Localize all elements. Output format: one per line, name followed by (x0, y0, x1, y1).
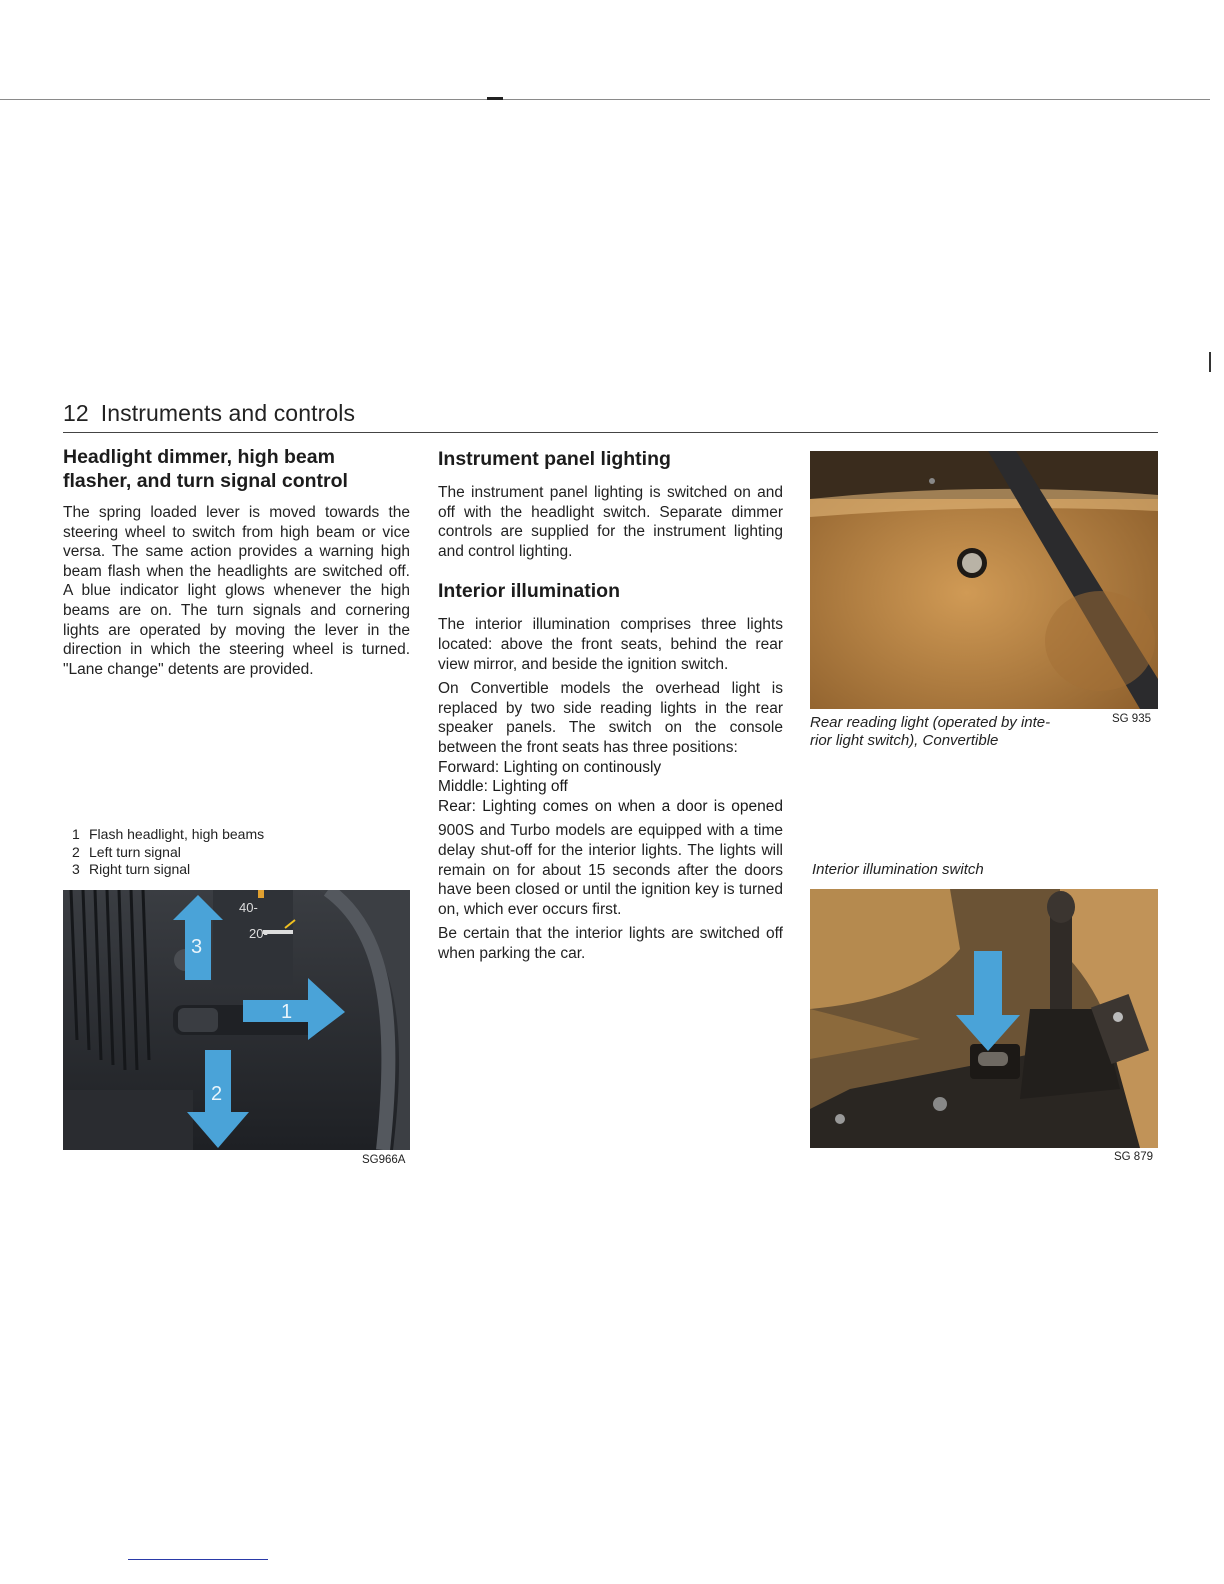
interior-switch-photo (810, 889, 1158, 1148)
legend-item: 3 Right turn signal (72, 861, 191, 877)
column-lighting (438, 445, 783, 963)
figure-ref: SG 935 (1112, 713, 1151, 725)
switch-positions (438, 758, 783, 817)
heading-line-2: flasher, and turn signal control (63, 470, 348, 492)
position-item: Forward: Lighting on continously (438, 758, 662, 776)
gauge-label: 20- (249, 926, 268, 941)
instrument-panel-heading: Instrument panel lighting (438, 448, 671, 470)
legend-item: 1 Flash headlight, high beams (72, 826, 265, 842)
header-rule (63, 432, 1158, 433)
scan-bottom-line (128, 1559, 268, 1560)
heading-line-1: Headlight dimmer, high beam (63, 446, 335, 468)
rear-reading-light-illustration (810, 451, 1158, 709)
interior-switch-illustration (810, 889, 1158, 1148)
rear-reading-light-photo (810, 451, 1158, 709)
interior-illumination-heading: Interior illumination (438, 580, 621, 603)
headlight-heading (63, 445, 410, 493)
parking-paragraph: Be certain that the interior lights are switched off when parking the car. (438, 925, 783, 962)
figure-ref: SG 879 (1114, 1151, 1153, 1163)
svg-text:1: 1 (281, 1001, 293, 1023)
figure-ref: SG966A (362, 1154, 406, 1166)
page-header (63, 400, 355, 427)
svg-text:3: 3 (191, 936, 203, 958)
interior-switch-caption: Interior illumination switch (812, 861, 984, 878)
instrument-panel-paragraph: The instrument panel lighting is switched on and off with the headlight switch. Separate dimmer controls are supplied for the instrument lighting and control lighting. (438, 484, 783, 560)
turn-signal-lever-photo (63, 890, 410, 1150)
rear-light-caption: Rear reading light (operated by inte- rior light switch), Convertible (810, 714, 1051, 749)
scan-mark (487, 97, 503, 100)
turn-signal-lever-illustration (63, 890, 410, 1150)
position-item: Rear: Lighting comes on when a door is opened (438, 797, 783, 815)
interior-paragraph: The interior illumination comprises three lights located: above the front seats, behind the rear view mirror, and beside the ignition switch. (438, 616, 783, 673)
figure-legend (72, 826, 264, 879)
legend-item: 2 Left turn signal (72, 843, 181, 860)
section-title: Instruments and controls (100, 400, 356, 426)
column-headlight-control (63, 445, 410, 679)
position-item: Middle: Lighting off (438, 778, 568, 796)
headlight-paragraph: The spring loaded lever is moved towards the steering wheel to switch from high beam or vice versa. The same action provides a warning high beam flash when the headlights are switched off. A blue indicator light glows whenever the high beams are on. The turn signals and cornering lights are operated by moving the lever in the direction in which the steering wheel is turned. "Lane change" detents are provided. (63, 504, 410, 678)
gauge-label: 40- (239, 900, 258, 915)
scan-top-rule (0, 99, 1210, 100)
time-delay-paragraph: 900S and Turbo models are equipped with a time delay shut-off for the interior lights. The lights will remain on for about 15 seconds after the doors have been closed or until the ignition key is turned on, which ever occurs first. (438, 822, 783, 918)
scan-edge-mark (1209, 352, 1211, 372)
page-number: 12 (63, 400, 89, 426)
convertible-paragraph: On Convertible models the overhead light is replaced by two side reading lights in the rear speaker panels. The switch on the console between the front seats has three positions: (438, 680, 783, 756)
svg-text:2: 2 (211, 1083, 223, 1105)
